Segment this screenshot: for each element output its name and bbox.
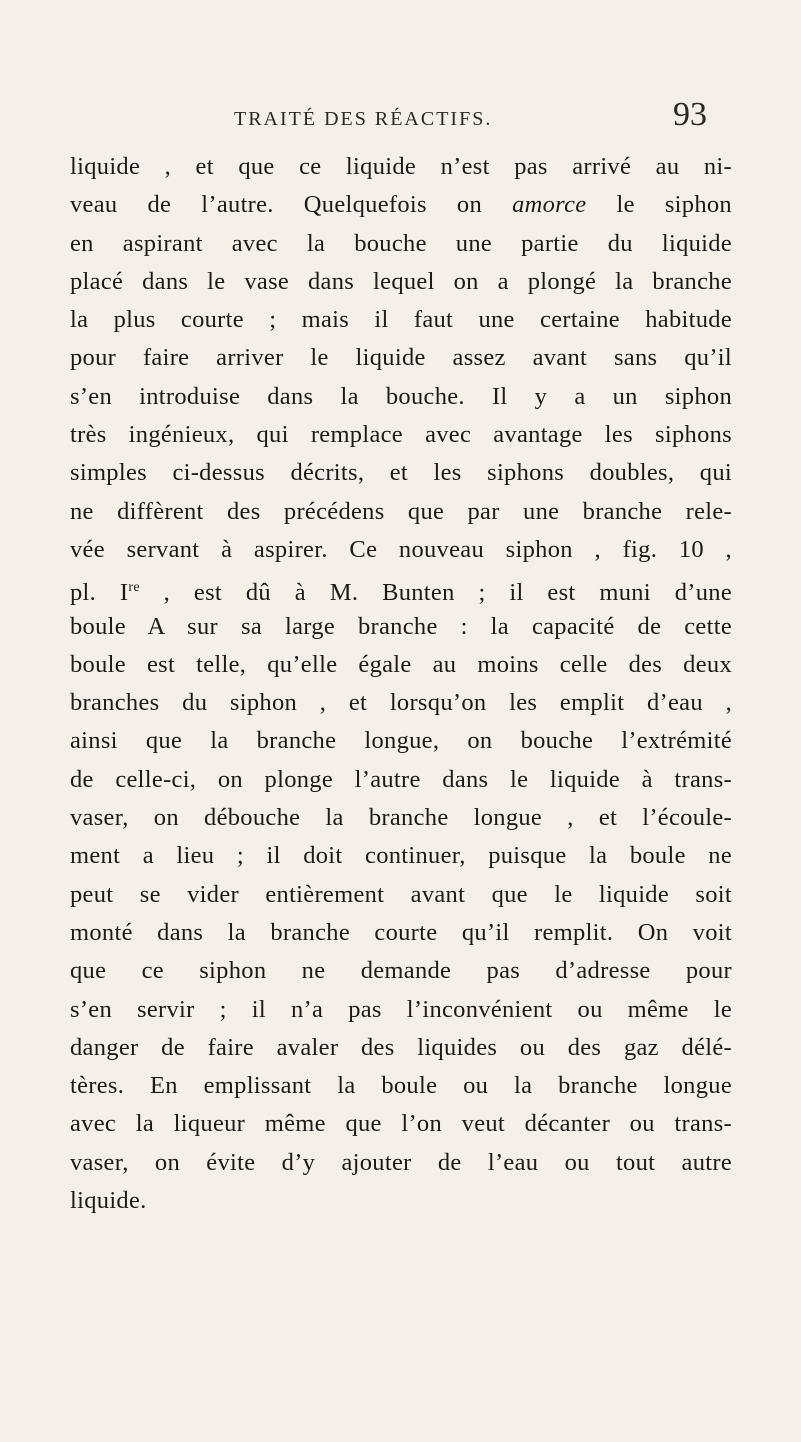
- text-line: boule est telle, qu’elle égale au moins celle des deux: [70, 650, 732, 678]
- text-line: monté dans la branche courte qu’il remplit. On voit: [70, 918, 732, 946]
- text-line: peut se vider entièrement avant que le liquide soit: [70, 880, 732, 908]
- body-text: [70, 148, 732, 1220]
- text-line: la plus courte ; mais il faut une certaine habitude: [70, 306, 732, 334]
- text-line: pl. Ire , est dû à M. Bunten ; il est muni d’une: [70, 579, 732, 607]
- running-title: TRAITÉ DES RÉACTIFS.: [234, 108, 493, 130]
- text-line: boule A sur sa large branche : la capacité de cette: [70, 612, 732, 640]
- text-line: avec la liqueur même que l’on veut décanter ou trans-: [70, 1110, 732, 1138]
- text-line: très ingénieux, qui remplace avec avantage les siphons: [70, 421, 732, 449]
- text-line: simples ci-dessus décrits, et les siphons doubles, qui: [70, 459, 732, 487]
- text-line: s’en introduise dans la bouche. Il y a un siphon: [70, 382, 732, 410]
- text-line: ainsi que la branche longue, on bouche l’extrémité: [70, 727, 732, 755]
- text-line: branches du siphon , et lorsqu’on les emplit d’eau ,: [70, 689, 732, 717]
- italic-term: amorce: [512, 191, 587, 219]
- text-line: danger de faire avaler des liquides ou des gaz délé-: [70, 1033, 732, 1061]
- text-line: liquide , et que ce liquide n’est pas arrivé au ni-: [70, 153, 732, 180]
- text-line: ne diffèrent des précédens que par une branche rele-: [70, 497, 732, 525]
- text-line: que ce siphon ne demande pas d’adresse pour: [70, 957, 732, 985]
- superscript: re: [128, 580, 140, 596]
- text-line: veau de l’autre. Quelquefois on amorce le siphon: [70, 191, 732, 219]
- text-line: en aspirant avec la bouche une partie du liquide: [70, 229, 732, 257]
- text-line: vaser, on débouche la branche longue , et l’écoule-: [70, 804, 732, 832]
- text-line: s’en servir ; il n’a pas l’inconvénient ou même le: [70, 995, 732, 1023]
- text-line: vée servant à aspirer. Ce nouveau siphon , fig. 10 ,: [70, 535, 732, 563]
- text-line: tères. En emplissant la boule ou la branche longue: [70, 1072, 732, 1100]
- text-line: pour faire arriver le liquide assez avant sans qu’il: [70, 344, 732, 372]
- text-line: vaser, on évite d’y ajouter de l’eau ou tout autre: [70, 1148, 732, 1176]
- text-line: ment a lieu ; il doit continuer, puisque la boule ne: [70, 842, 732, 870]
- page-number: 93: [673, 96, 707, 133]
- text-line: placé dans le vase dans lequel on a plongé la branche: [70, 267, 732, 295]
- text-line: de celle-ci, on plonge l’autre dans le liquide à trans-: [70, 765, 732, 793]
- text-line: liquide.: [70, 1187, 147, 1215]
